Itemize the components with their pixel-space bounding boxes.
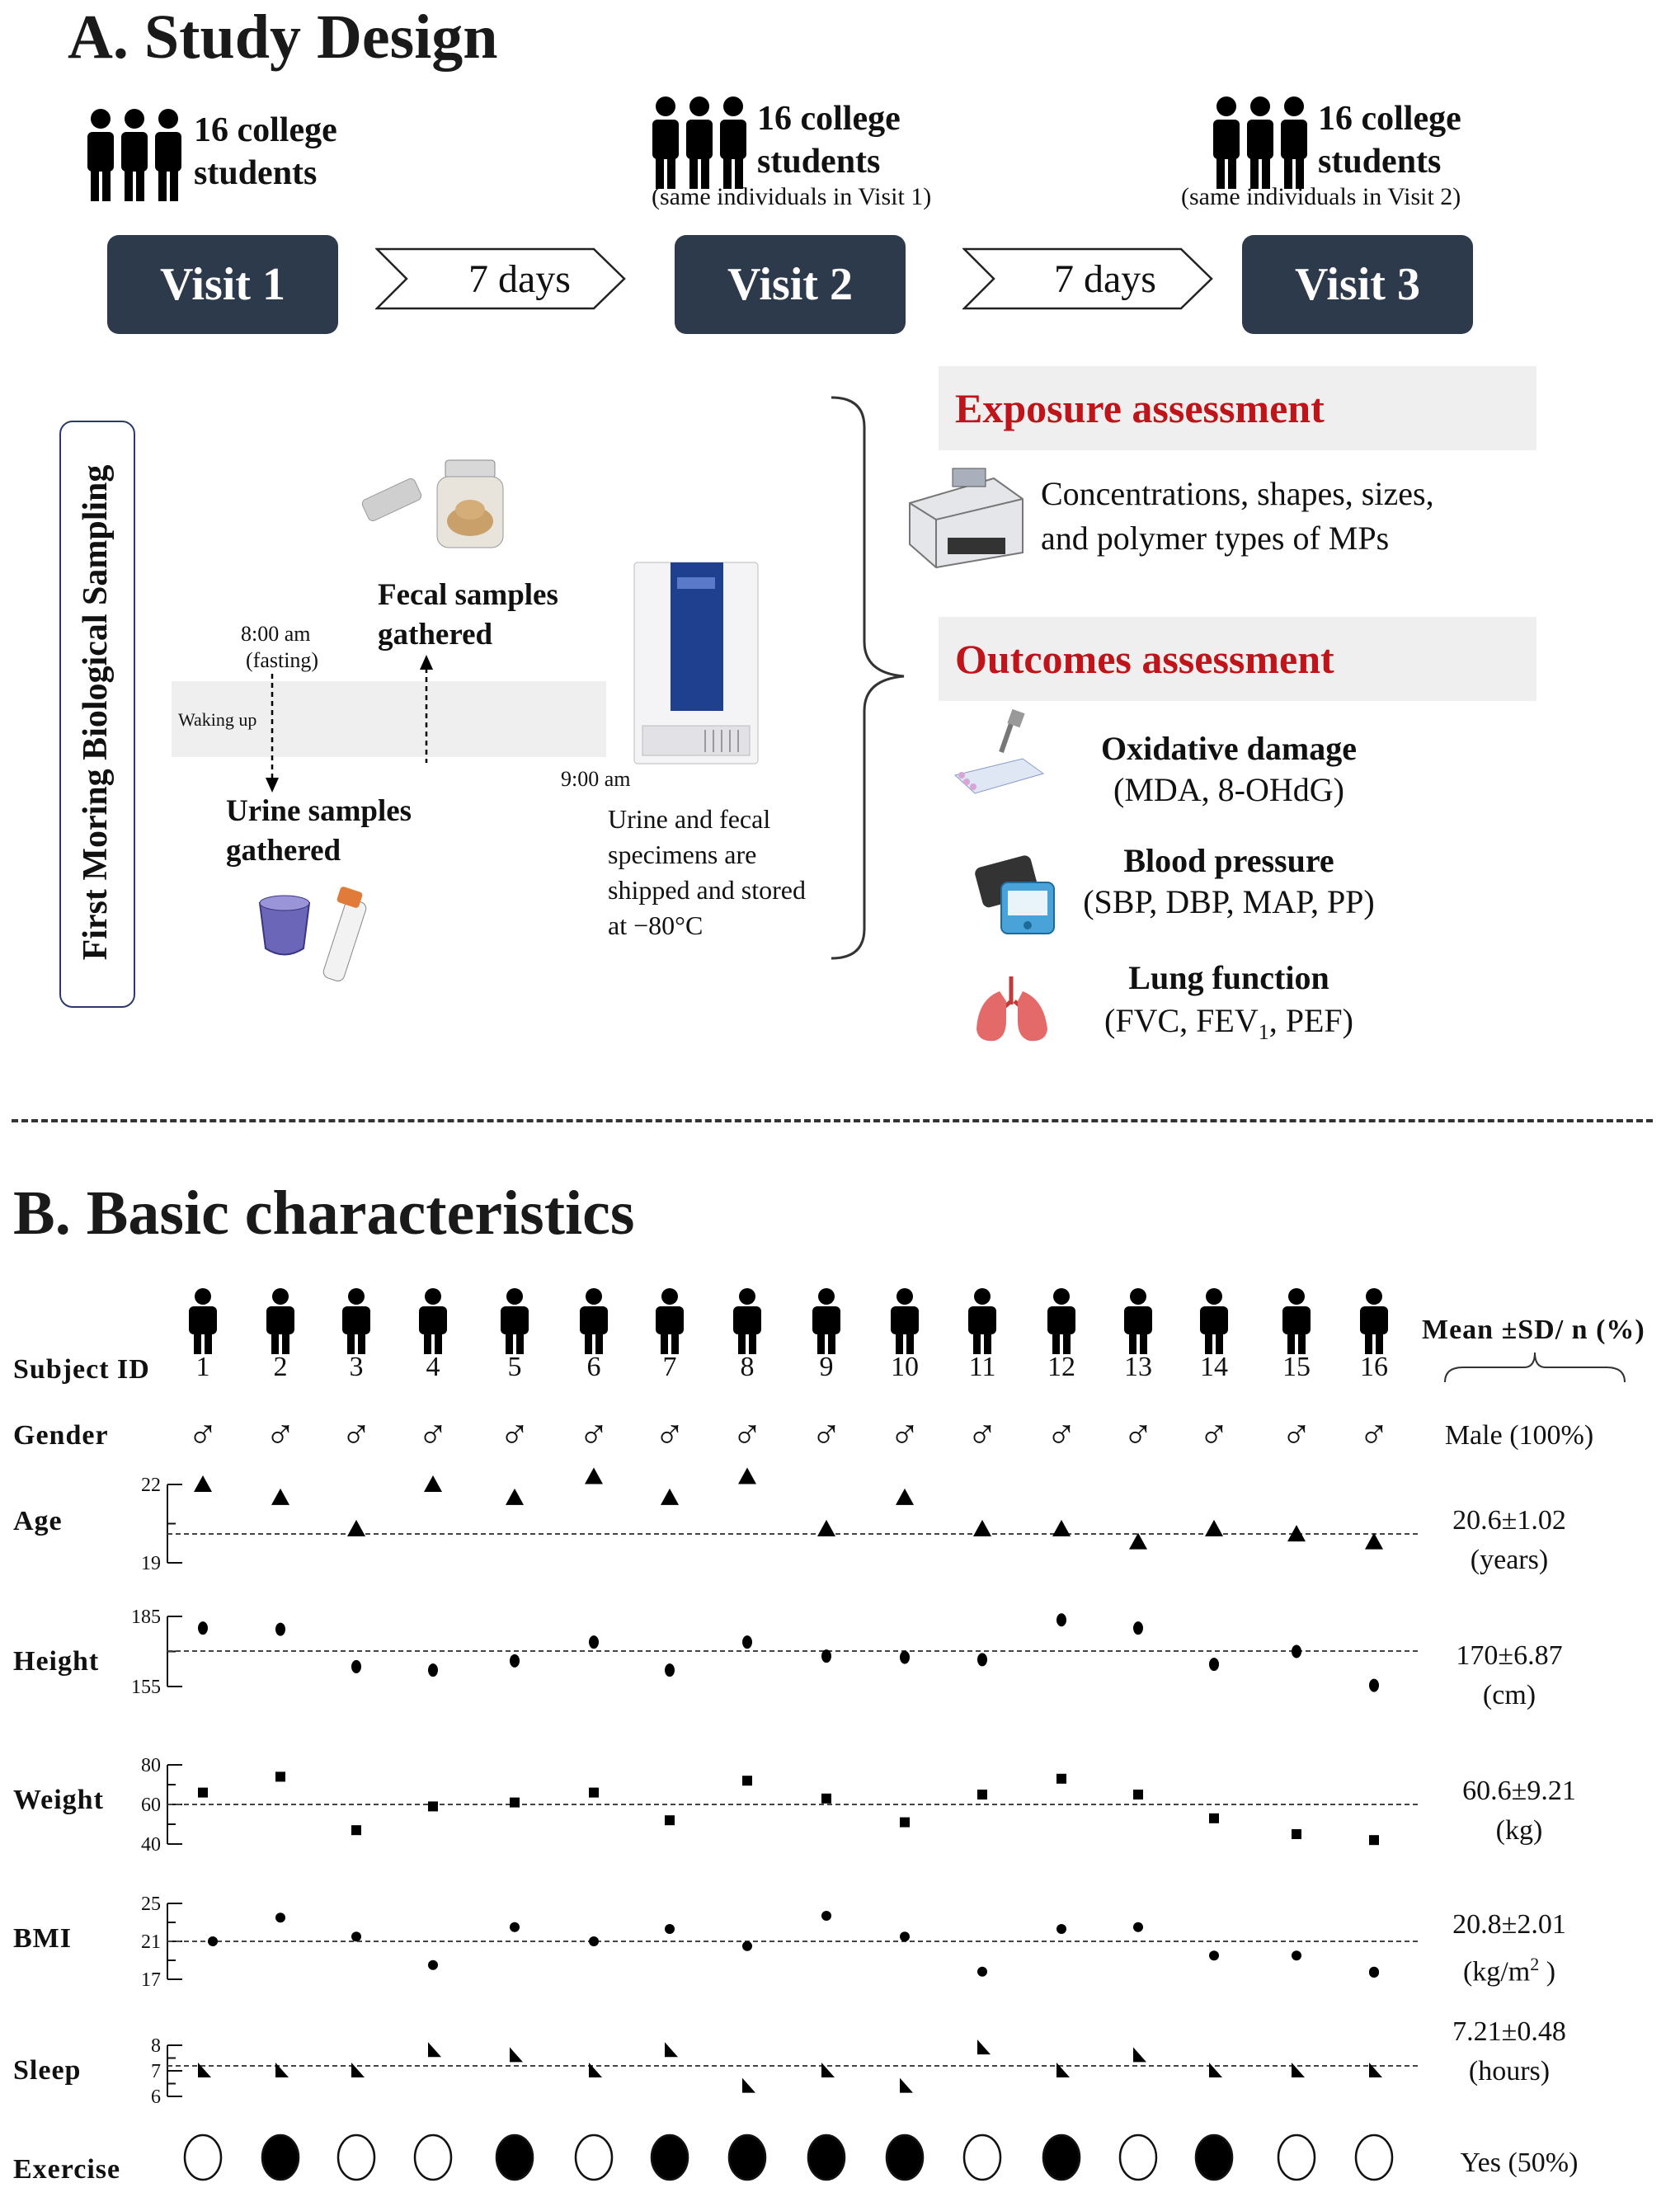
sleep-point xyxy=(742,2078,755,2093)
outcomes-header: Outcomes assessment xyxy=(955,636,1334,682)
bmi-unit-pre: (kg/m xyxy=(1462,1956,1531,1988)
male-symbol-icon: ♂ xyxy=(417,1411,449,1457)
sleep-point xyxy=(821,2063,835,2077)
exercise-marker xyxy=(1120,2135,1156,2180)
age-point xyxy=(271,1489,289,1505)
storage-text xyxy=(608,802,806,943)
person-icon xyxy=(1206,1288,1222,1305)
person-icon xyxy=(506,1288,523,1305)
exercise-marker xyxy=(415,2135,451,2180)
people-text-visit-3 xyxy=(1318,97,1461,183)
sampling-vertical-label: First Moring Biological Sampling xyxy=(77,464,115,961)
subject-id-label: 11 xyxy=(968,1352,996,1382)
spectrometer-icon xyxy=(903,462,1027,569)
person-icon xyxy=(891,1306,919,1334)
weight-point xyxy=(351,1825,361,1835)
sleep-point xyxy=(428,2042,441,2057)
subject-id-label: 5 xyxy=(507,1352,522,1382)
weight-point xyxy=(1209,1814,1219,1823)
bmi-point xyxy=(510,1922,520,1932)
male-symbol-icon: ♂ xyxy=(1358,1411,1390,1457)
subject-id-label: 8 xyxy=(740,1352,755,1382)
exercise-marker xyxy=(1278,2135,1315,2180)
weight-point xyxy=(1133,1790,1143,1799)
people-line2: students xyxy=(1318,143,1442,181)
lung-detail-pre: (FVC, FEV xyxy=(1104,1002,1259,1039)
person-icon xyxy=(580,1306,608,1334)
axis-tick-label: 25 xyxy=(141,1894,161,1915)
height-point xyxy=(1292,1645,1301,1658)
bmi-point xyxy=(977,1967,987,1977)
blood-pressure-title: Blood pressure xyxy=(1123,842,1334,879)
people-text-visit-2 xyxy=(757,97,901,183)
urine-line2: gathered xyxy=(226,834,341,868)
exercise-marker xyxy=(887,2135,923,2180)
age-point xyxy=(738,1468,756,1484)
bmi-unit-sup: 2 xyxy=(1530,1954,1540,1974)
bmi-point xyxy=(1209,1950,1219,1960)
sleep-point xyxy=(1056,2063,1070,2077)
sleep-point xyxy=(589,2063,602,2077)
age-point xyxy=(194,1475,212,1492)
oxidative-detail: (MDA, 8-OHdG) xyxy=(1113,771,1344,808)
row-label-gender: Gender xyxy=(13,1420,109,1451)
male-symbol-icon: ♂ xyxy=(187,1411,219,1457)
person-icon xyxy=(266,1306,294,1334)
waking-up-label: Waking up xyxy=(178,709,257,730)
urine-line1: Urine samples xyxy=(226,794,412,828)
storage-line: specimens are xyxy=(608,840,757,869)
urine-cup-icon xyxy=(247,882,379,990)
summary-unit: (cm) xyxy=(1482,1680,1536,1710)
sleep-point xyxy=(351,2063,365,2077)
height-point xyxy=(1369,1679,1379,1692)
axis-tick-label: 185 xyxy=(131,1607,161,1628)
blood-pressure-detail: (SBP, DBP, MAP, PP) xyxy=(1083,883,1375,920)
axis-tick-label: 22 xyxy=(141,1475,161,1496)
axis-tick-label: 7 xyxy=(151,2061,161,2082)
same-individuals-note-2: (same individuals in Visit 1) xyxy=(652,183,932,210)
bmi-unit-post: ) xyxy=(1539,1956,1556,1988)
sleep-point xyxy=(1133,2047,1146,2062)
person-icon xyxy=(1360,1306,1388,1334)
weight-point xyxy=(977,1790,987,1799)
age-point xyxy=(661,1489,679,1505)
male-symbol-icon: ♂ xyxy=(811,1411,842,1457)
exercise-marker xyxy=(496,2135,533,2180)
exercise-marker xyxy=(338,2135,374,2180)
fecal-line1: Fecal samples xyxy=(378,578,558,612)
lungs-icon xyxy=(972,971,1054,1046)
sleep-point xyxy=(977,2039,991,2054)
height-point xyxy=(1133,1621,1143,1635)
person-icon xyxy=(968,1306,996,1334)
bmi-point xyxy=(589,1936,599,1946)
row-label-sleep: Sleep xyxy=(13,2055,82,2086)
sleep-point xyxy=(1369,2063,1382,2077)
people-line2: students xyxy=(757,143,881,181)
height-point xyxy=(275,1623,285,1636)
interval-label-1: 7 days xyxy=(468,256,571,301)
person-icon xyxy=(1047,1306,1075,1334)
subject-id-label: 7 xyxy=(662,1352,677,1382)
male-symbol-icon: ♂ xyxy=(967,1411,998,1457)
person-icon xyxy=(501,1306,529,1334)
weight-point xyxy=(1292,1829,1301,1839)
summary-value: 20.6±1.02 xyxy=(1452,1505,1566,1536)
person-icon xyxy=(586,1288,602,1305)
axis-tick-label: 21 xyxy=(141,1931,161,1953)
sleep-point xyxy=(900,2078,913,2093)
height-point xyxy=(510,1654,520,1668)
weight-point xyxy=(589,1788,599,1798)
height-point xyxy=(665,1663,675,1677)
characteristics-chart xyxy=(0,1270,1680,2197)
summary-header: Mean ±SD/ n (%) xyxy=(1422,1315,1645,1345)
lung-function-detail xyxy=(1064,1001,1394,1045)
weight-point xyxy=(821,1794,831,1804)
storage-line: at −80°C xyxy=(608,910,704,940)
subject-id-label: 3 xyxy=(349,1352,364,1382)
summary-value: 20.8±2.01 xyxy=(1452,1909,1566,1940)
male-symbol-icon: ♂ xyxy=(1122,1411,1154,1457)
people-line1: 16 college xyxy=(757,100,901,138)
person-icon xyxy=(661,1288,678,1305)
person-icon xyxy=(425,1288,441,1305)
summary-gender: Male (100%) xyxy=(1444,1420,1594,1451)
sleep-point xyxy=(665,2042,678,2057)
summary-unit: (kg) xyxy=(1495,1815,1543,1846)
axis-tick-label: 60 xyxy=(141,1795,161,1816)
weight-point xyxy=(900,1818,910,1828)
person-icon xyxy=(1366,1288,1382,1305)
summary-exercise: Yes (50%) xyxy=(1460,2148,1579,2178)
lung-detail-post: , PEF) xyxy=(1268,1002,1353,1039)
person-icon xyxy=(348,1288,365,1305)
section-divider xyxy=(12,1119,1653,1122)
age-point xyxy=(1052,1520,1071,1536)
lung-detail-sub: 1 xyxy=(1258,1020,1269,1044)
person-icon xyxy=(1200,1306,1228,1334)
row-label-bmi: BMI xyxy=(13,1923,72,1954)
male-symbol-icon: ♂ xyxy=(341,1411,372,1457)
height-point xyxy=(428,1663,438,1677)
bmi-point xyxy=(208,1936,218,1946)
weight-point xyxy=(428,1801,438,1811)
exercise-marker xyxy=(185,2135,221,2180)
time-900-label: 9:00 am xyxy=(561,767,631,791)
subject-id-label: 2 xyxy=(273,1352,288,1382)
age-point xyxy=(896,1489,914,1505)
subject-id-label: 12 xyxy=(1047,1352,1075,1382)
exposure-text xyxy=(1041,472,1434,561)
height-point xyxy=(742,1635,752,1649)
bmi-point xyxy=(428,1960,438,1970)
person-icon xyxy=(1124,1306,1152,1334)
bmi-point xyxy=(351,1931,361,1941)
summary-unit: (hours) xyxy=(1468,2056,1551,2086)
fecal-samples-label xyxy=(378,576,558,655)
people-text-visit-1 xyxy=(194,109,337,195)
sleep-point xyxy=(275,2063,289,2077)
weight-point xyxy=(742,1776,752,1785)
row-label-height: Height xyxy=(13,1646,100,1677)
height-point xyxy=(589,1635,599,1649)
row-label-weight: Weight xyxy=(13,1785,104,1815)
sleep-point xyxy=(510,2047,523,2062)
people-line1: 16 college xyxy=(194,111,337,149)
weight-point xyxy=(1369,1835,1379,1845)
sleep-point xyxy=(198,2063,211,2077)
age-point xyxy=(506,1489,524,1505)
person-icon xyxy=(1053,1288,1070,1305)
oxidative-title: Oxidative damage xyxy=(1101,730,1357,767)
person-icon xyxy=(812,1306,840,1334)
summary-value: 7.21±0.48 xyxy=(1452,2016,1566,2047)
person-icon xyxy=(272,1288,289,1305)
subject-id-label: 16 xyxy=(1360,1352,1388,1382)
exercise-marker xyxy=(1043,2135,1080,2180)
exercise-marker xyxy=(1196,2135,1232,2180)
height-point xyxy=(1056,1613,1066,1626)
interval-label-2: 7 days xyxy=(1054,256,1156,301)
sleep-point xyxy=(1209,2063,1222,2077)
people-line2: students xyxy=(194,154,318,192)
bmi-point xyxy=(1133,1922,1143,1932)
height-point xyxy=(900,1651,910,1664)
age-point xyxy=(347,1520,365,1536)
axis-tick-label: 6 xyxy=(151,2086,161,2108)
axis-tick-label: 19 xyxy=(141,1553,161,1574)
male-symbol-icon: ♂ xyxy=(889,1411,920,1457)
same-individuals-note-3: (same individuals in Visit 2) xyxy=(1181,183,1461,210)
person-icon xyxy=(195,1288,211,1305)
time-800-label: 8:00 am xyxy=(241,622,311,646)
bmi-point xyxy=(1056,1924,1066,1934)
people-icon-visit-1 xyxy=(82,107,190,202)
person-icon xyxy=(896,1288,913,1305)
male-symbol-icon: ♂ xyxy=(499,1411,530,1457)
person-icon xyxy=(656,1306,684,1334)
summary-unit: (years) xyxy=(1470,1545,1549,1575)
lung-function-title: Lung function xyxy=(1128,959,1329,996)
weight-point xyxy=(510,1798,520,1808)
bmi-point xyxy=(1292,1950,1301,1960)
pipette-plate-icon xyxy=(948,709,1047,800)
exercise-marker xyxy=(808,2135,845,2180)
bmi-point xyxy=(1369,1968,1379,1978)
age-point xyxy=(1129,1533,1147,1550)
bmi-point xyxy=(742,1941,752,1951)
age-point xyxy=(424,1475,442,1492)
exposure-header: Exposure assessment xyxy=(955,385,1325,431)
subject-id-label: 6 xyxy=(586,1352,601,1382)
age-point xyxy=(1365,1533,1383,1550)
visit-3-box: Visit 3 xyxy=(1242,235,1473,334)
person-icon xyxy=(342,1306,370,1334)
fecal-line2: gathered xyxy=(378,618,493,652)
visit-1-box: Visit 1 xyxy=(107,235,338,334)
age-point xyxy=(973,1520,991,1536)
height-point xyxy=(821,1649,831,1663)
urine-dashed-arrow xyxy=(256,672,289,796)
summary-value: 170±6.87 xyxy=(1456,1640,1563,1671)
height-point xyxy=(977,1653,987,1666)
weight-point xyxy=(275,1771,285,1781)
weight-point xyxy=(1056,1774,1066,1784)
person-icon xyxy=(189,1306,217,1334)
male-symbol-icon: ♂ xyxy=(654,1411,685,1457)
axis-tick-label: 155 xyxy=(131,1677,161,1698)
person-icon xyxy=(739,1288,755,1305)
exposure-line1: Concentrations, shapes, sizes, xyxy=(1041,475,1434,512)
male-symbol-icon: ♂ xyxy=(1046,1411,1077,1457)
person-icon xyxy=(419,1306,447,1334)
row-label-subject: Subject ID xyxy=(13,1354,150,1385)
storage-line: shipped and stored xyxy=(608,875,806,905)
bmi-point xyxy=(275,1912,285,1922)
exercise-marker xyxy=(576,2135,612,2180)
subject-id-label: 10 xyxy=(891,1352,919,1382)
exercise-marker xyxy=(729,2135,765,2180)
people-icon-visit-3 xyxy=(1208,95,1315,190)
bmi-point xyxy=(665,1924,675,1934)
storage-line: Urine and fecal xyxy=(608,804,771,834)
height-point xyxy=(351,1660,361,1673)
urine-samples-label xyxy=(226,792,412,871)
weight-point xyxy=(665,1815,675,1825)
subject-id-label: 9 xyxy=(819,1352,834,1382)
axis-tick-label: 40 xyxy=(141,1834,161,1856)
person-icon xyxy=(1282,1306,1311,1334)
exercise-marker xyxy=(262,2135,299,2180)
row-label-exercise: Exercise xyxy=(13,2154,121,2185)
age-point xyxy=(585,1468,603,1484)
exercise-marker xyxy=(1356,2135,1392,2180)
person-icon xyxy=(818,1288,835,1305)
section-b-title: B. Basic characteristics xyxy=(13,1178,635,1248)
person-icon xyxy=(974,1288,991,1305)
axis-tick-label: 80 xyxy=(141,1755,161,1776)
male-symbol-icon: ♂ xyxy=(732,1411,763,1457)
bmi-point xyxy=(900,1931,910,1941)
person-icon xyxy=(1130,1288,1146,1305)
freezer-icon xyxy=(631,561,763,767)
visit-2-box: Visit 2 xyxy=(675,235,906,334)
subject-id-label: 13 xyxy=(1124,1352,1152,1382)
height-point xyxy=(198,1621,208,1635)
exposure-line2: and polymer types of MPs xyxy=(1041,520,1390,557)
person-icon xyxy=(1288,1288,1305,1305)
sleep-point xyxy=(1292,2063,1305,2077)
summary-value: 60.6±9.21 xyxy=(1462,1776,1576,1806)
axis-tick-label: 8 xyxy=(151,2035,161,2057)
exercise-marker xyxy=(652,2135,688,2180)
height-point xyxy=(1209,1658,1219,1671)
exercise-marker xyxy=(964,2135,1000,2180)
male-symbol-icon: ♂ xyxy=(265,1411,296,1457)
subject-id-label: 15 xyxy=(1282,1352,1311,1382)
people-line1: 16 college xyxy=(1318,100,1461,138)
axis-tick-label: 17 xyxy=(141,1969,161,1991)
fasting-label: (fasting) xyxy=(246,648,319,672)
subject-id-label: 4 xyxy=(426,1352,440,1382)
bmi-point xyxy=(821,1911,831,1921)
people-icon-visit-2 xyxy=(647,95,755,190)
weight-point xyxy=(198,1788,208,1798)
person-icon xyxy=(733,1306,761,1334)
age-point xyxy=(1205,1520,1223,1536)
fecal-dashed-arrow xyxy=(410,652,443,767)
age-point xyxy=(817,1520,835,1536)
subject-id-label: 1 xyxy=(195,1352,210,1382)
row-label-age: Age xyxy=(13,1506,63,1536)
male-symbol-icon: ♂ xyxy=(1198,1411,1230,1457)
fecal-container-icon xyxy=(355,454,520,553)
male-symbol-icon: ♂ xyxy=(578,1411,609,1457)
subject-id-label: 14 xyxy=(1200,1352,1228,1382)
male-symbol-icon: ♂ xyxy=(1281,1411,1312,1457)
section-a-title: A. Study Design xyxy=(68,2,498,72)
